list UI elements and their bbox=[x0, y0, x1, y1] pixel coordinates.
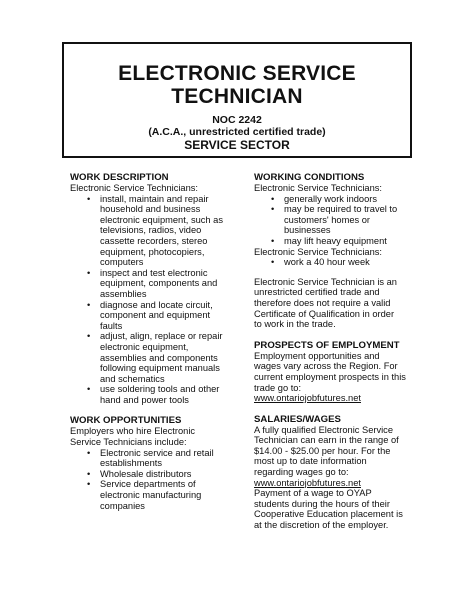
text-line: Electronic Service Technician is an bbox=[254, 276, 397, 287]
sector-label: SERVICE SECTOR bbox=[184, 138, 290, 152]
prospects-link[interactable]: www.ontariojobfutures.net bbox=[254, 393, 361, 404]
list-item-line: • Service departments of bbox=[100, 479, 196, 490]
text-line: Certificate of Qualification in order bbox=[254, 308, 395, 319]
text-line: Service Technicians include: bbox=[70, 437, 187, 448]
text-line: students during the hours of their bbox=[254, 498, 390, 509]
trade-status: (A.C.A., unrestricted certified trade) bbox=[148, 126, 326, 138]
text-line: current employment prospects in this bbox=[254, 371, 406, 382]
document-title-line-1: ELECTRONIC SERVICE bbox=[118, 62, 356, 85]
list-item-line: electronic equipment, bbox=[100, 341, 189, 352]
text-line: Cooperative Education placement is bbox=[254, 509, 403, 520]
text-line: A fully qualified Electronic Service bbox=[254, 424, 394, 435]
text-line: unrestricted certified trade and bbox=[254, 287, 380, 298]
list-item-line: assemblies bbox=[100, 288, 147, 299]
list-item-line: equipment, photocopiers, bbox=[100, 246, 205, 257]
text-line: regarding wages go to: bbox=[254, 467, 349, 478]
prospects-heading: PROSPECTS OF EMPLOYMENT bbox=[254, 339, 400, 351]
list-item-line: • diagnose and locate circuit, bbox=[100, 299, 213, 310]
list-item bbox=[284, 204, 422, 236]
right-column bbox=[254, 172, 422, 531]
list-item bbox=[100, 448, 238, 469]
noc-code: NOC 2242 bbox=[212, 114, 262, 126]
list-item-line: businesses bbox=[284, 225, 331, 236]
list-item-line: hand and power tools bbox=[100, 394, 189, 405]
work-description-intro: Electronic Service Technicians: bbox=[70, 183, 198, 193]
work-opportunities-list bbox=[70, 448, 238, 512]
text-line: at the discretion of the employer. bbox=[254, 520, 389, 531]
list-item bbox=[100, 194, 238, 268]
text-line: to work in the trade. bbox=[254, 319, 336, 330]
text-line: therefore does not require a valid bbox=[254, 297, 391, 308]
list-item-line: component and equipment bbox=[100, 310, 211, 321]
list-item-line: • inspect and test electronic bbox=[100, 267, 208, 278]
list-item-line: assemblies and components bbox=[100, 352, 218, 363]
list-item-line: equipment, components and bbox=[100, 278, 218, 289]
salaries-link[interactable]: www.ontariojobfutures.net bbox=[254, 477, 361, 488]
working-conditions-intro: Electronic Service Technicians: bbox=[254, 183, 382, 193]
list-item-line: televisions, radios, video bbox=[100, 225, 202, 236]
list-item-line: cassette recorders, stereo bbox=[100, 235, 208, 246]
text-line: Technician can earn in the range of bbox=[254, 435, 399, 446]
text-line: wages vary across the Region. For bbox=[254, 361, 398, 372]
text-line: Employment opportunities and bbox=[254, 350, 380, 361]
text-line: Payment of a wage to OYAP bbox=[254, 488, 372, 499]
document-title-line-2: TECHNICIAN bbox=[171, 85, 303, 108]
list-item bbox=[284, 257, 422, 268]
list-item-line: • generally work indoors bbox=[284, 193, 378, 204]
list-item-line: companies bbox=[100, 500, 145, 511]
title-box bbox=[62, 42, 412, 158]
working-conditions-list bbox=[254, 194, 422, 247]
list-item-line: • adjust, align, replace or repair bbox=[100, 331, 223, 342]
list-item bbox=[100, 268, 238, 300]
list-item-line: faults bbox=[100, 320, 123, 331]
work-opportunities-heading: WORK OPPORTUNITIES bbox=[70, 415, 182, 427]
list-item-line: • Wholesale distributors bbox=[100, 468, 192, 479]
text-line: $14.00 - $25.00 per hour. For the bbox=[254, 445, 391, 456]
list-item-line: • may be required to travel to bbox=[284, 204, 398, 215]
work-description-list bbox=[70, 194, 238, 406]
list-item-line: electronic manufacturing bbox=[100, 490, 202, 501]
work-opportunities-intro bbox=[70, 426, 238, 447]
work-description-heading: WORK DESCRIPTION bbox=[70, 172, 169, 183]
list-item-line: establishments bbox=[100, 458, 163, 469]
working-conditions-list-2 bbox=[254, 257, 422, 268]
working-conditions-heading: WORKING CONDITIONS bbox=[254, 172, 365, 183]
salaries-text bbox=[254, 425, 422, 478]
list-item-line: • may lift heavy equipment bbox=[284, 235, 387, 246]
list-item-line: • install, maintain and repair bbox=[100, 193, 209, 204]
list-item bbox=[100, 479, 238, 511]
text-line: most up to date information bbox=[254, 456, 367, 467]
text-line: trade go to: bbox=[254, 382, 302, 393]
list-item bbox=[100, 469, 238, 480]
list-item-line: following equipment manuals bbox=[100, 363, 220, 374]
list-item bbox=[100, 384, 238, 405]
list-item-line: and schematics bbox=[100, 373, 165, 384]
prospects-text bbox=[254, 351, 422, 393]
list-item bbox=[100, 300, 238, 332]
list-item-line: customers' homes or bbox=[284, 214, 370, 225]
list-item bbox=[284, 236, 422, 247]
list-item-line: household and business bbox=[100, 204, 201, 215]
left-column bbox=[70, 172, 238, 511]
text-line: Employers who hire Electronic bbox=[70, 426, 196, 437]
list-item-line: computers bbox=[100, 257, 144, 268]
certification-paragraph bbox=[254, 277, 422, 330]
list-item bbox=[100, 331, 238, 384]
list-item bbox=[284, 194, 422, 205]
list-item-line: • Electronic service and retail bbox=[100, 447, 214, 458]
working-conditions-intro-2: Electronic Service Technicians: bbox=[254, 246, 382, 257]
oyap-wage-text bbox=[254, 488, 422, 530]
list-item-line: • work a 40 hour week bbox=[284, 257, 370, 268]
list-item-line: electronic equipment, such as bbox=[100, 214, 223, 225]
salaries-heading: SALARIES/WAGES bbox=[254, 413, 341, 425]
list-item-line: • use soldering tools and other bbox=[100, 384, 220, 395]
